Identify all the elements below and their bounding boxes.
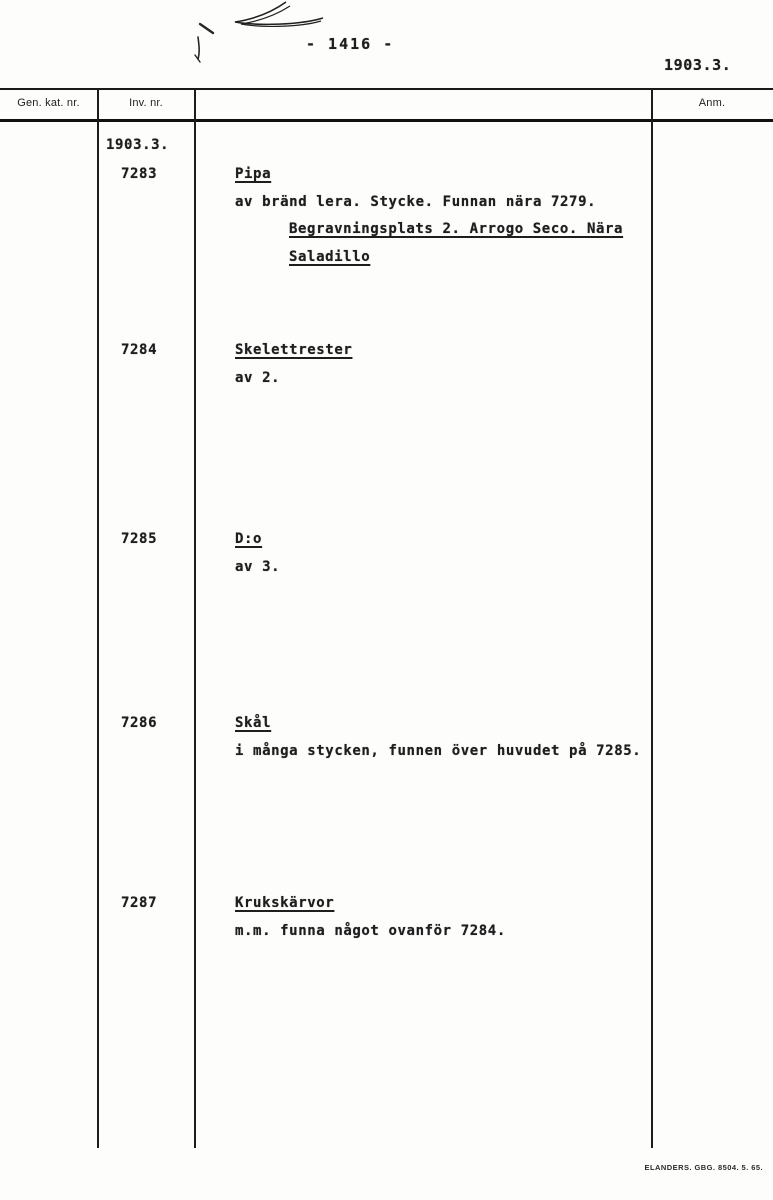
entry-description: av 3. <box>235 558 281 575</box>
page-number: - 1416 - <box>306 35 395 53</box>
entry-inv-nr: 7284 <box>121 342 158 358</box>
entry-description: av bränd lera. Stycke. Funnan nära 7279. <box>235 193 597 210</box>
column-header-inv-nr: Inv. nr. <box>129 97 163 109</box>
entry-title: D:o <box>235 531 263 547</box>
entry-description: m.m. funna något ovanför 7284. <box>235 922 506 939</box>
printer-imprint: ELANDERS. GBG. 8504. 5. 65. <box>644 1163 763 1172</box>
group-year-label: 1903.3. <box>106 137 170 153</box>
entry-location-line: Begravningsplats 2. Arrogo Seco. Nära <box>289 221 624 237</box>
entry-inv-nr: 7285 <box>121 531 158 547</box>
entry-title: Pipa <box>235 166 272 182</box>
year-reference-top-right: 1903.3. <box>664 56 732 74</box>
entry-title: Skål <box>235 715 272 731</box>
entry-inv-nr: 7286 <box>121 715 158 731</box>
entry-location-line: Saladillo <box>289 248 371 265</box>
scan-speckles <box>0 0 1 1</box>
entry-inv-nr: 7283 <box>121 166 158 182</box>
column-header-anm: Anm. <box>698 97 726 109</box>
entry-inv-nr: 7287 <box>121 895 158 911</box>
entry-description: i många stycken, funnen över huvudet på 7285. <box>235 742 642 759</box>
column-header-gen-kat-nr: Gen. kat. nr. <box>17 97 80 109</box>
column-divider-inv-main <box>194 88 196 1148</box>
table-header-top-rule <box>0 88 773 90</box>
column-divider-gen-inv <box>97 88 99 1148</box>
entry-description: av 2. <box>235 369 281 386</box>
entry-title: Krukskärvor <box>235 895 335 911</box>
entry-title: Skelettrester <box>235 342 353 358</box>
table-header-bottom-rule <box>0 119 773 122</box>
column-divider-main-anm <box>651 88 653 1148</box>
